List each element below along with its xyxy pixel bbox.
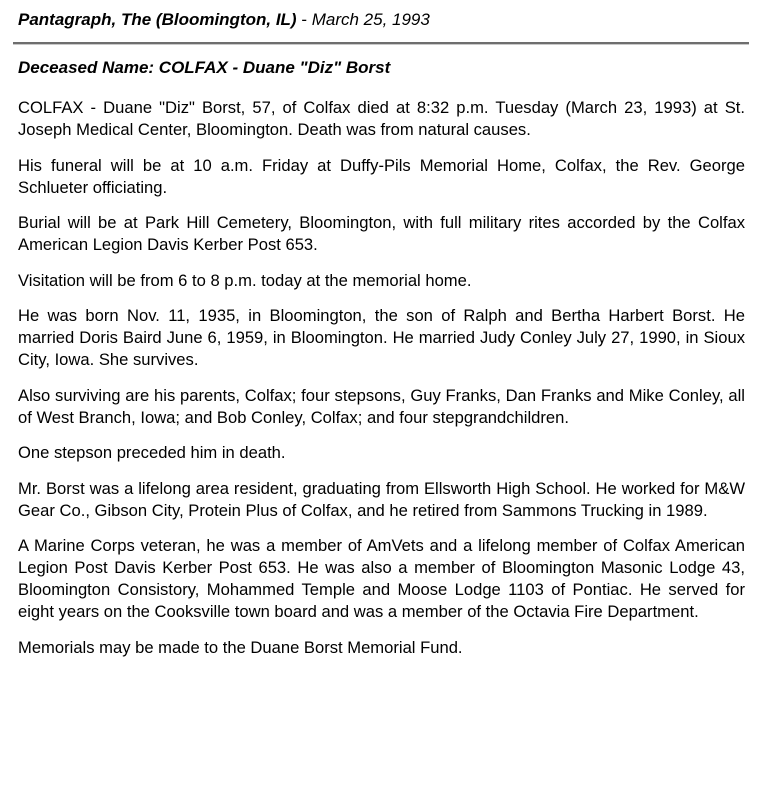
paragraph-preceded: One stepson preceded him in death. <box>18 443 286 462</box>
paragraph-memorials: Memorials may be made to the Duane Borst Memorial Fund. <box>18 637 463 657</box>
paragraph-biography: He was born Nov. 11, 1935, in Bloomington, the son of Ralph and Bertha Harbert Borst. He married Doris Baird June 6, 1959, in Bloomington. He married Judy Conley July 27, 1990, in Sioux City, Iowa. She survives. <box>18 306 745 369</box>
obituary-body <box>18 97 745 672</box>
paragraph-burial: Burial will be at Park Hill Cemetery, Bloomington, with full military rites accorded by the Colfax American Legion Davis Kerber Post 653. <box>18 213 745 254</box>
paragraph-death-notice: COLFAX - Duane "Diz" Borst, 57, of Colfax died at 8:32 p.m. Tuesday (March 23, 1993) at St. Joseph Medical Center, Bloomington. Death was from natural causes. <box>18 98 745 139</box>
header-separator: - <box>296 10 312 29</box>
publication-name: Pantagraph, The (Bloomington, IL) <box>18 10 297 29</box>
paragraph-funeral: His funeral will be at 10 a.m. Friday at Duffy-Pils Memorial Home, Colfax, the Rev. George Schlueter officiating. <box>18 155 745 197</box>
publication-header <box>18 9 430 31</box>
publication-date: March 25, 1993 <box>311 10 430 29</box>
paragraph-survivors: Also surviving are his parents, Colfax; four stepsons, Guy Franks, Dan Franks and Mike Conley, all of West Branch, Iowa; and Bob Conley, Colfax; and four stepgrandchildren. <box>18 385 745 427</box>
paragraph-visitation: Visitation will be from 6 to 8 p.m. today at the memorial home. <box>18 270 472 290</box>
deceased-heading: Deceased Name: COLFAX - Duane "Diz" Borst <box>18 58 391 77</box>
paragraph-career: Mr. Borst was a lifelong area resident, graduating from Ellsworth High School. He worked for M&W Gear Co., Gibson City, Protein Plus of Colfax, and he retired from Sammons Trucking in 1989. <box>18 478 745 520</box>
paragraph-memberships: A Marine Corps veteran, he was a member of AmVets and a lifelong member of Colfax American Legion Post Davis Kerber Post 653. He was also a member of Bloomington Masonic Lodge 43, Bloomington Consistory, Mohammed Temple and Moose Lodge 1103 of Pontiac. He served for eight years on the Cooksville town board and was a member of the Octavia Fire Department. <box>18 536 745 621</box>
header-divider <box>13 42 749 45</box>
